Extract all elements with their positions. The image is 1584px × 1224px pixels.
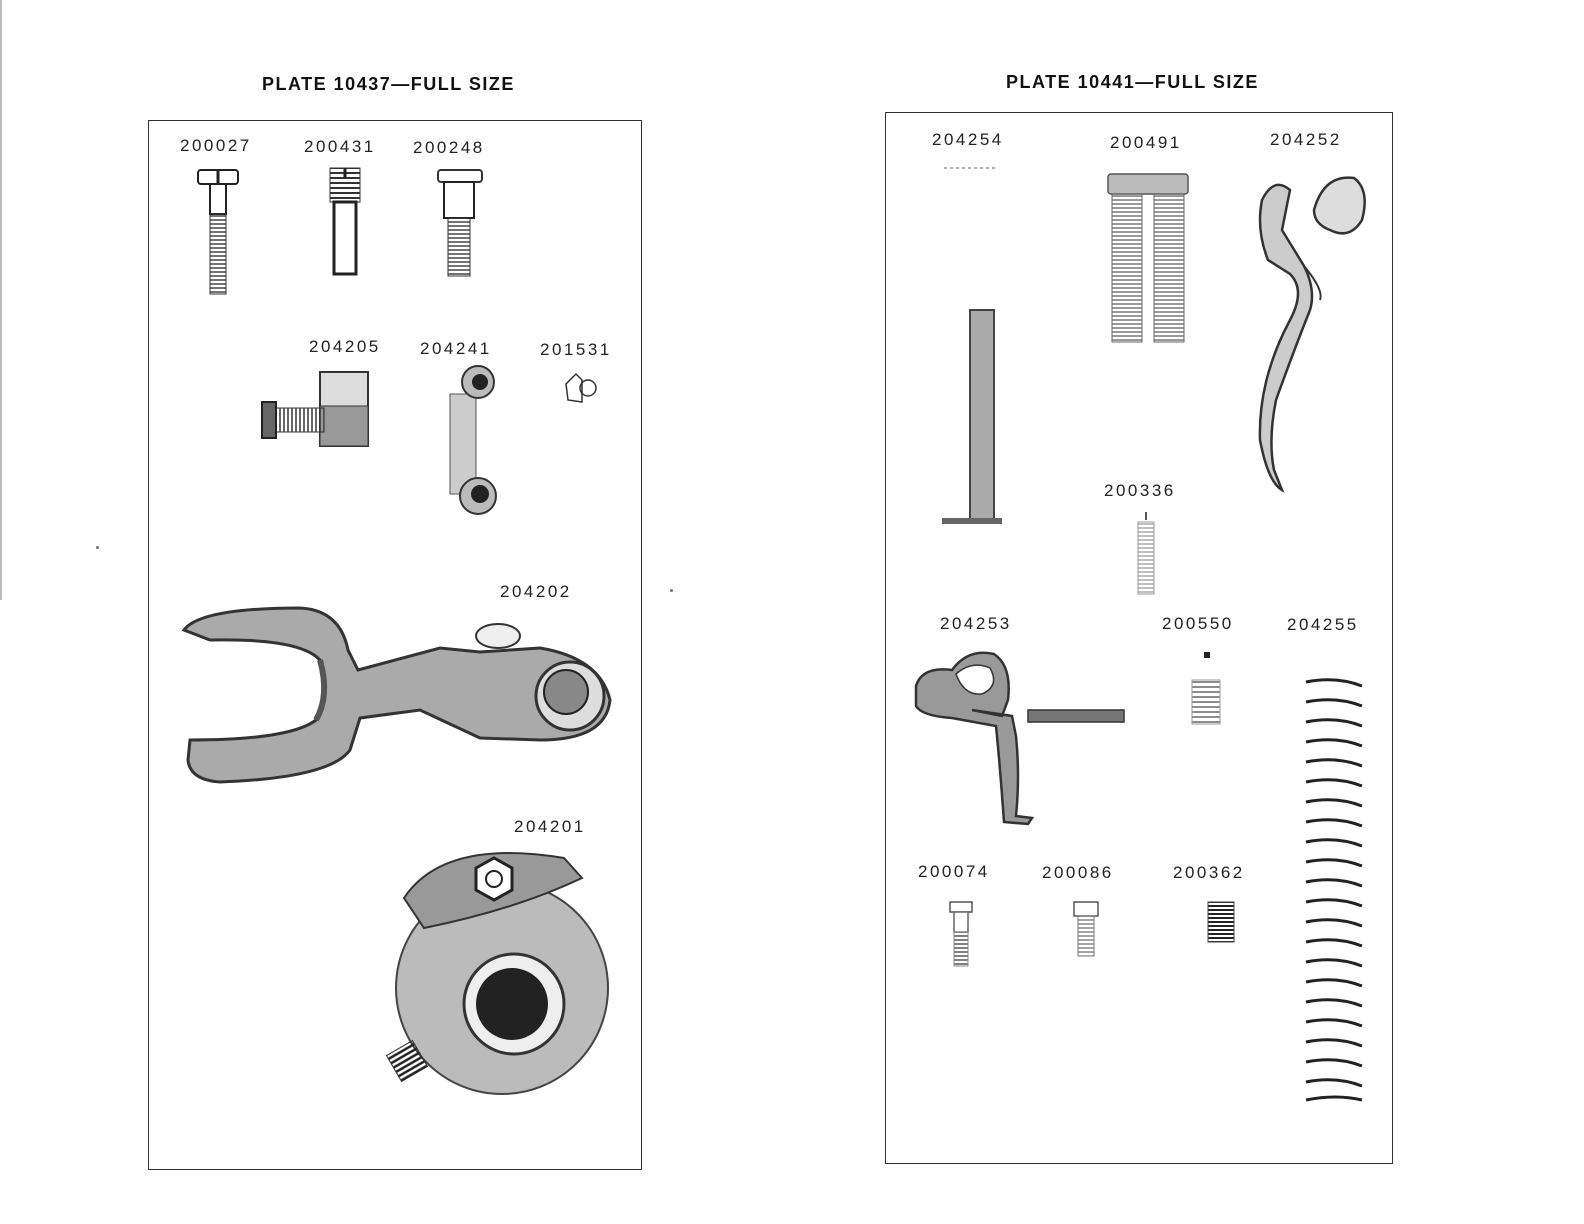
part-number-label: 200431	[304, 137, 376, 156]
part-number-label: 204202	[500, 582, 572, 601]
eccentric-204201-photo	[384, 838, 634, 1094]
screw-200027-photo	[196, 166, 242, 298]
part-number-label: 200550	[1162, 614, 1234, 633]
plate-title-10437: PLATE 10437—FULL SIZE	[262, 74, 515, 94]
part-number-label: 200086	[1042, 863, 1114, 882]
spring-204255-photo	[1296, 676, 1372, 1106]
part-number-label: 204253	[940, 614, 1012, 633]
part-number-label: 204255	[1287, 615, 1359, 634]
fork-204202-photo	[180, 600, 620, 790]
screw-assembly-204205-photo	[254, 368, 374, 452]
part-number-label: 204205	[309, 337, 381, 356]
screw-200491-photo	[1106, 170, 1192, 346]
part-number-label: 200074	[918, 862, 990, 881]
screw-200336-photo	[1134, 510, 1158, 600]
screw-200550-photo	[1186, 650, 1226, 730]
dust-speck	[96, 546, 99, 549]
part-number-label: 204241	[420, 339, 492, 358]
screw-200431-photo	[326, 166, 366, 278]
lever-204252-photo	[1254, 170, 1374, 496]
screw-200074-photo	[946, 898, 976, 970]
part-number-label: 200248	[413, 138, 485, 157]
latch-204253-photo	[912, 646, 1132, 828]
part-number-label: 200491	[1110, 133, 1182, 152]
link-204241-photo	[434, 364, 504, 524]
screw-200248-photo	[436, 168, 486, 280]
part-number-label: 200336	[1104, 481, 1176, 500]
screw-200362-photo	[1206, 900, 1236, 946]
plate-title-10441: PLATE 10441—FULL SIZE	[1006, 72, 1259, 92]
part-number-label: 204201	[514, 817, 586, 836]
part-number-label: 201531	[540, 340, 612, 359]
screw-200086-photo	[1070, 898, 1102, 962]
dust-speck	[670, 589, 673, 592]
part-number-label: 200362	[1173, 863, 1245, 882]
pin-204254-photo	[940, 166, 1010, 528]
part-number-label: 204254	[932, 130, 1004, 149]
clip-201531-photo	[562, 370, 602, 406]
scan-edge-line	[0, 0, 2, 600]
part-number-label: 204252	[1270, 130, 1342, 149]
part-number-label: 200027	[180, 136, 252, 155]
